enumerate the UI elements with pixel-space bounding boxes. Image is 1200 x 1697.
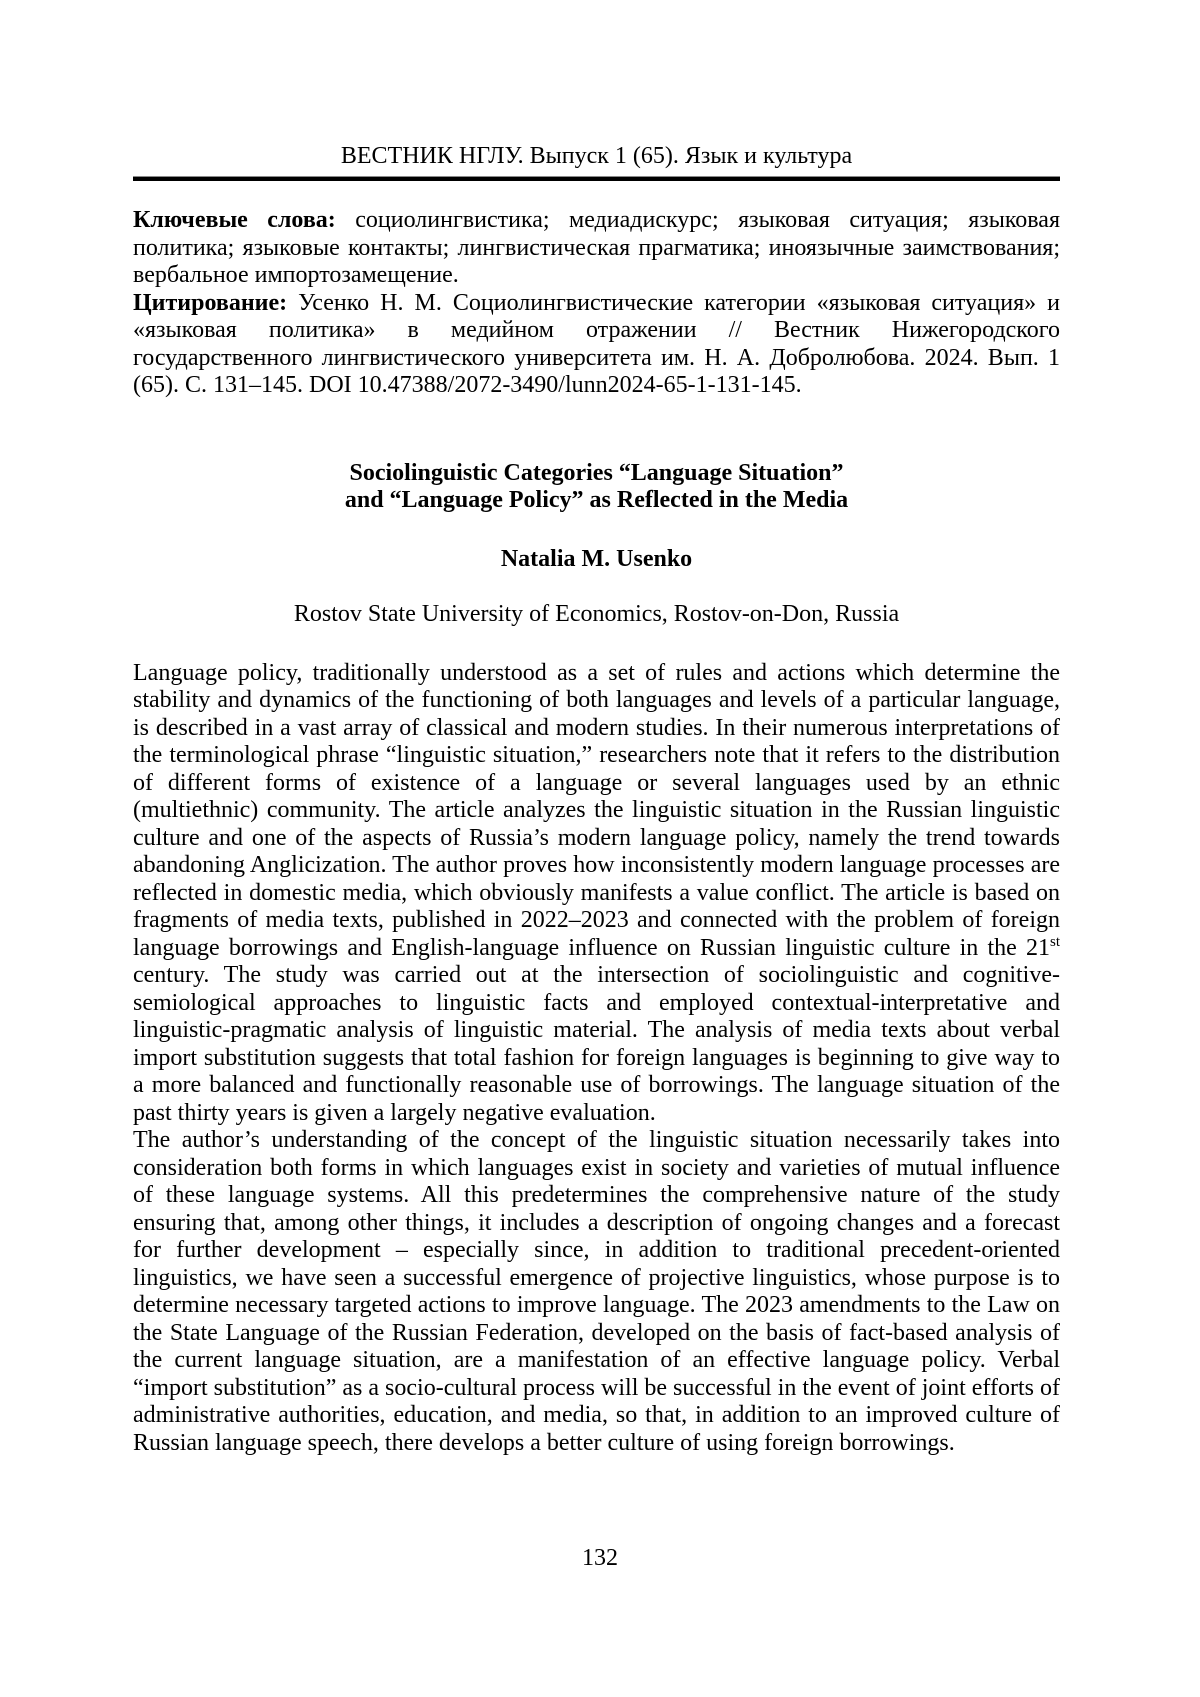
citation-text: Усенко Н. М. Социолингвистические категории «языковая ситуация» и «языковая политика» в медийном отражении // Вестник Нижегородского государственного лингвистического университета им. Н. А. Добролюбова. 2024. Вып. 1 (65). С. 131–145. DOI 10.47388/2072-3490/lunn2024-65-1-131-145. <box>133 289 1060 398</box>
keywords-label: Ключевые слова: <box>133 207 336 233</box>
abstract-p2-text: The author’s understanding of the concept of the linguistic situation necessarily takes into consideration both forms in which languages exist in society and varieties of mutual influence of these language systems. All this predetermines the comprehensive nature of the study ensuring that, among other things, it includes a description of ongoing changes and a forecast for further development – especially since, in addition to traditional precedent-oriented linguistics, we have seen a successful emergence of projective linguistics, whose purpose is to determine necessary targeted actions to improve language. The 2023 amendments to the Law on the State Language of the Russian Federation, developed on the basis of fact-based analysis of the current language situation, are a manifestation of an effective language policy. Verbal “import substitution” as a socio-cultural process will be successful in the event of joint efforts of administrative authorities, education, and media, so that, in addition to an improved culture of Russian language speech, there develops a better culture of using foreign borrowings. <box>133 1127 1060 1456</box>
meta-block <box>133 207 1060 400</box>
abstract-p1-text-before-sup: Language policy, traditionally understood as a set of rules and actions which determine the stability and dynamics of the functioning of both languages and levels of a particular language, is described in a vast array of classical and modern studies. In their numerous interpretations of the terminological phrase “linguistic situation,” researchers note that it refers to the distribution of different forms of existence of a language or several languages used by an ethnic (multiethnic) community. The article analyzes the linguistic situation in the Russian linguistic culture and one of the aspects of Russia’s modern language policy, namely the trend towards abandoning Anglicization. The author proves how inconsistently modern language processes are reflected in domestic media, which obviously manifests a value conflict. The article is based on fragments of media texts, published in 2022–2023 and connected with the problem of foreign language borrowings and English-language influence on Russian linguistic culture in the 21 <box>133 659 1060 961</box>
header-rule <box>133 176 1060 181</box>
keywords-paragraph <box>133 207 1060 290</box>
page-number-text: 132 <box>582 1545 618 1571</box>
abstract-paragraph-2 <box>133 1127 1060 1457</box>
citation-paragraph <box>133 290 1060 400</box>
article-title-line1: Sociolinguistic Categories “Language Situation” <box>349 459 844 486</box>
keywords-text: социолингвистика; медиадискурс; языковая ситуация; языковая политика; языковые контакты; лингвистическая прагматика; иноязычные заимствования; вербальное импортозамещение. <box>133 207 1060 288</box>
author-name: Natalia M. Usenko <box>500 545 693 572</box>
article-title <box>133 460 1060 515</box>
citation-label: Цитирование: <box>133 289 288 316</box>
abstract-paragraph-1 <box>133 660 1060 1128</box>
article-title-line2: and “Language Policy” as Reflected in the Media <box>344 487 849 513</box>
journal-header-text: ВЕСТНИК НГЛУ. Выпуск 1 (65). Язык и культура <box>340 143 853 169</box>
article-author <box>133 546 1060 574</box>
abstract-block <box>133 660 1060 1458</box>
abstract-p1-text-after-sup: century. The study was carried out at the intersection of sociolinguistic and cognitive-semiological approaches to linguistic facts and employed contextual-interpretative and linguistic-pragmatic analysis of linguistic material. The analysis of media texts about verbal import substitution suggests that total fashion for foreign languages is beginning to give way to a more balanced and functionally reasonable use of borrowings. The language situation of the past thirty years is given a largely negative evaluation. <box>133 962 1060 1126</box>
affiliation-text: Rostov State University of Economics, Rostov-on-Don, Russia <box>293 601 900 627</box>
abstract-p1-superscript: st <box>1049 933 1060 950</box>
article-affiliation <box>133 601 1060 629</box>
running-head <box>133 143 1060 170</box>
page-number <box>0 1545 1200 1573</box>
